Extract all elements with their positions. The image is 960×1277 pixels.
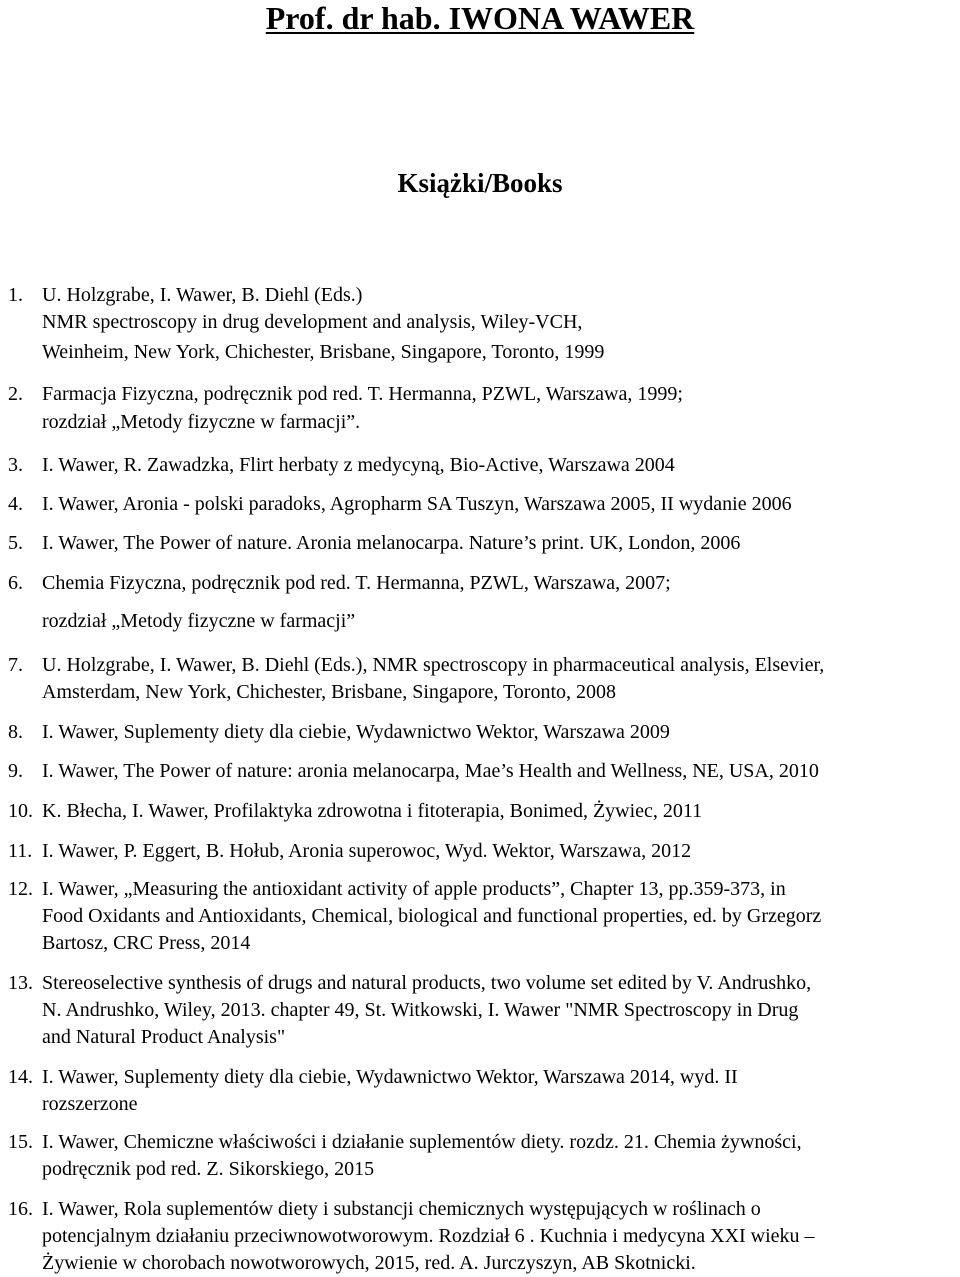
item-line: rozszerzone — [42, 1093, 138, 1115]
item-line: NMR spectroscopy in drug development and analysis, Wiley-VCH, — [42, 311, 583, 333]
item-number: 10. — [8, 800, 33, 822]
item-number: 8. — [8, 721, 23, 743]
item-line: I. Wawer, R. Zawadzka, Flirt herbaty z medycyną, Bio-Active, Warszawa 2004 — [42, 454, 675, 476]
item-line: Farmacja Fizyczna, podręcznik pod red. T. Hermanna, PZWL, Warszawa, 1999; — [42, 383, 683, 405]
item-line: I. Wawer, The Power of nature. Aronia melanocarpa. Nature’s print. UK, London, 2006 — [42, 532, 741, 554]
item-line: I. Wawer, The Power of nature: aronia melanocarpa, Mae’s Health and Wellness, NE, USA, 2010 — [42, 760, 819, 782]
item-line: I. Wawer, „Measuring the antioxidant activity of apple products”, Chapter 13, pp.359-373, in — [42, 878, 786, 900]
item-line: U. Holzgrabe, I. Wawer, B. Diehl (Eds.), NMR spectroscopy in pharmaceutical analysis, Elsevier, — [42, 654, 825, 676]
item-line: rozdział „Metody fizyczne w farmacji”. — [42, 411, 361, 433]
section-heading: Książki/Books — [397, 168, 563, 198]
item-line: I. Wawer, Suplementy diety dla ciebie, Wydawnictwo Wektor, Warszawa 2014, wyd. II — [42, 1066, 738, 1088]
item-line: I. Wawer, Suplementy diety dla ciebie, Wydawnictwo Wektor, Warszawa 2009 — [42, 721, 670, 743]
item-line: Bartosz, CRC Press, 2014 — [42, 932, 251, 954]
page-title: Prof. dr hab. IWONA WAWER — [265, 0, 695, 36]
item-line: I. Wawer, P. Eggert, B. Hołub, Aronia superowoc, Wyd. Wektor, Warszawa, 2012 — [42, 840, 692, 862]
item-number: 6. — [8, 572, 23, 594]
item-line: N. Andrushko, Wiley, 2013. chapter 49, St. Witkowski, I. Wawer "NMR Spectroscopy in Drug — [42, 999, 799, 1021]
item-number: 2. — [8, 383, 23, 405]
item-line: I. Wawer, Rola suplementów diety i substancji chemicznych występujących w roślinach o — [42, 1198, 761, 1220]
item-number: 9. — [8, 760, 23, 782]
item-line: I. Wawer, Aronia - polski paradoks, Agropharm SA Tuszyn, Warszawa 2005, II wydanie 2006 — [42, 493, 792, 515]
item-number: 14. — [8, 1066, 33, 1088]
item-number: 13. — [8, 972, 33, 994]
item-line: Chemia Fizyczna, podręcznik pod red. T. Hermanna, PZWL, Warszawa, 2007; — [42, 572, 671, 594]
item-line: potencjalnym działaniu przeciwnowotworowym. Rozdział 6 . Kuchnia i medycyna XXI wieku – — [42, 1225, 815, 1247]
item-line: Żywienie w chorobach nowotworowych, 2015, red. A. Jurczyszyn, AB Skotnicki. — [42, 1252, 696, 1274]
item-number: 4. — [8, 493, 23, 515]
item-line: U. Holzgrabe, I. Wawer, B. Diehl (Eds.) — [42, 284, 363, 306]
item-line: Weinheim, New York, Chichester, Brisbane, Singapore, Toronto, 1999 — [42, 341, 605, 363]
item-number: 15. — [8, 1131, 33, 1153]
item-line: K. Błecha, I. Wawer, Profilaktyka zdrowotna i fitoterapia, Bonimed, Żywiec, 2011 — [42, 800, 703, 822]
item-number: 7. — [8, 654, 23, 676]
item-line: Stereoselective synthesis of drugs and natural products, two volume set edited by V. Andrushko, — [42, 972, 812, 994]
item-number: 16. — [8, 1198, 33, 1220]
item-line: rozdział „Metody fizyczne w farmacji” — [42, 610, 356, 632]
item-line: I. Wawer, Chemiczne właściwości i działanie suplementów diety. rozdz. 21. Chemia żywności, — [42, 1131, 802, 1153]
item-line: podręcznik pod red. Z. Sikorskiego, 2015 — [42, 1158, 375, 1180]
item-number: 11. — [8, 840, 33, 862]
item-number: 5. — [8, 532, 23, 554]
item-number: 3. — [8, 454, 23, 476]
item-line: and Natural Product Analysis" — [42, 1026, 286, 1048]
item-number: 1. — [8, 284, 23, 306]
item-line: Amsterdam, New York, Chichester, Brisbane, Singapore, Toronto, 2008 — [42, 681, 617, 703]
item-line: Food Oxidants and Antioxidants, Chemical, biological and functional properties, ed. by Grzegorz — [42, 905, 822, 927]
item-number: 12. — [8, 878, 33, 900]
